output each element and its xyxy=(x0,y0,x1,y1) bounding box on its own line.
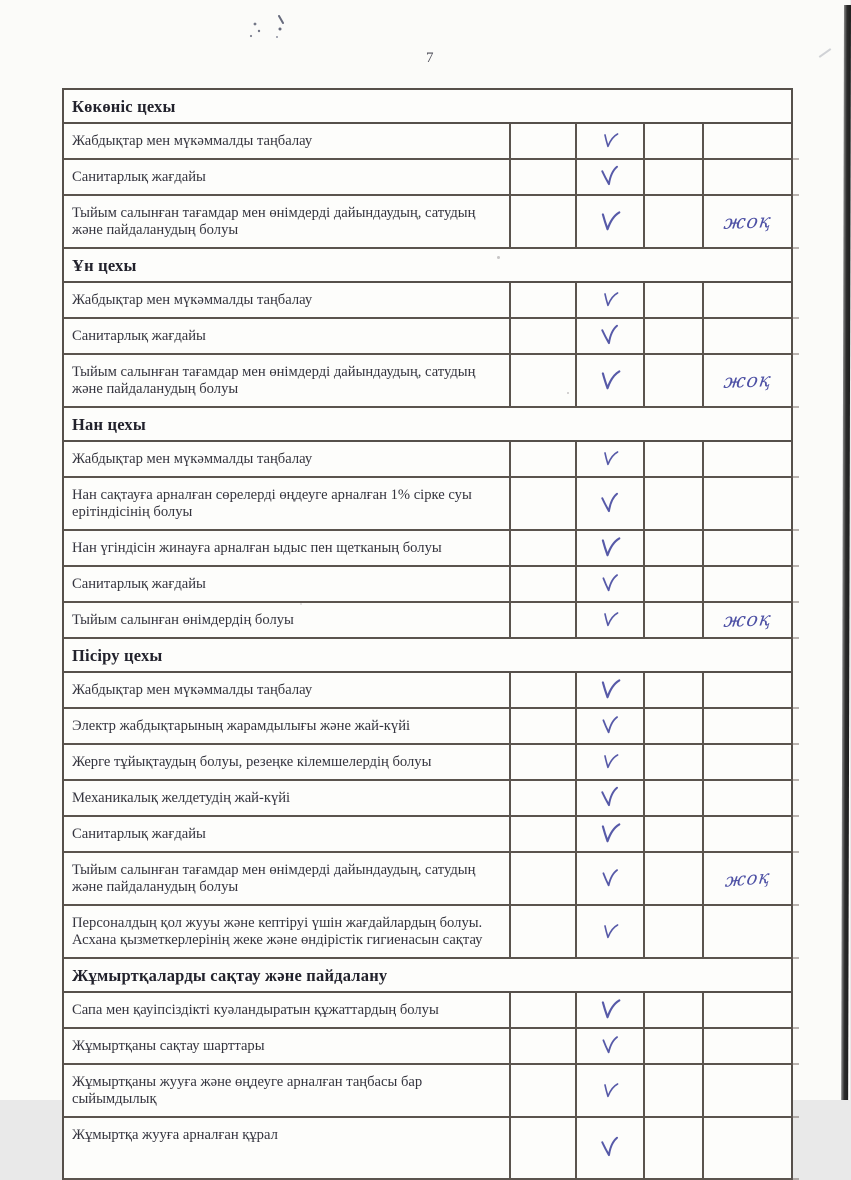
section-title: Ұн цехы xyxy=(72,256,137,275)
checkmark-icon xyxy=(599,867,621,890)
empty-cell xyxy=(509,1118,575,1178)
note-cell xyxy=(702,196,791,247)
criterion-text: Санитарлық жағдайы xyxy=(72,328,206,344)
checkmark-icon xyxy=(597,367,623,394)
checkmark-icon xyxy=(600,130,621,151)
empty-cell xyxy=(509,531,575,565)
note-cell xyxy=(702,781,791,815)
empty-cell xyxy=(509,196,575,247)
checkmark-icon xyxy=(600,751,621,772)
checkmark-icon xyxy=(597,997,623,1024)
checkmark-icon xyxy=(597,490,623,517)
note-cell xyxy=(702,1118,791,1178)
note-cell xyxy=(702,906,791,957)
handwritten-note: жоқ xyxy=(723,865,772,892)
checkmark-icon xyxy=(597,208,623,235)
empty-cell xyxy=(509,709,575,743)
note-cell xyxy=(702,355,791,406)
criterion-row xyxy=(64,196,791,249)
note-cell xyxy=(702,319,791,353)
checkmark-icon xyxy=(600,609,621,630)
check-cell xyxy=(575,478,643,529)
empty-cell xyxy=(643,442,702,476)
criterion-row xyxy=(64,906,791,959)
empty-cell xyxy=(643,603,702,637)
note-cell xyxy=(702,745,791,779)
empty-cell xyxy=(643,1065,702,1116)
criterion-text: Тыйым салынған өнімдердің болуы xyxy=(72,612,294,628)
empty-cell xyxy=(509,745,575,779)
note-cell xyxy=(702,478,791,529)
empty-cell xyxy=(643,1118,702,1178)
check-cell xyxy=(575,781,643,815)
criterion-row xyxy=(64,567,791,603)
check-cell xyxy=(575,567,643,601)
checkmark-icon xyxy=(599,714,621,737)
empty-cell xyxy=(509,478,575,529)
criterion-row xyxy=(64,853,791,906)
criterion-text: Жабдықтар мен мүкәммалды таңбалау xyxy=(72,292,313,308)
empty-cell xyxy=(643,709,702,743)
criterion-row xyxy=(64,781,791,817)
empty-cell xyxy=(509,160,575,194)
check-cell xyxy=(575,745,643,779)
note-cell xyxy=(702,442,791,476)
note-cell xyxy=(702,124,791,158)
checkmark-icon xyxy=(599,572,621,595)
check-cell xyxy=(575,1065,643,1116)
check-cell xyxy=(575,853,643,904)
checkmark-icon xyxy=(600,1080,621,1101)
empty-cell xyxy=(643,283,702,317)
check-cell xyxy=(575,283,643,317)
empty-cell xyxy=(509,993,575,1027)
note-cell xyxy=(702,1029,791,1063)
empty-cell xyxy=(643,531,702,565)
empty-cell xyxy=(509,673,575,707)
section-title: Жұмыртқаларды сақтау және пайдалану xyxy=(72,966,388,985)
empty-cell xyxy=(509,319,575,353)
check-cell xyxy=(575,1118,643,1178)
empty-cell xyxy=(509,603,575,637)
criterion-row xyxy=(64,124,791,160)
section-header xyxy=(64,639,791,673)
checkmark-icon xyxy=(597,677,623,704)
scan-speck xyxy=(497,256,500,259)
check-cell xyxy=(575,603,643,637)
checkmark-icon xyxy=(597,784,623,811)
criterion-text: Жұмыртқа жууға арналған құрал xyxy=(72,1127,278,1143)
checkmark-icon xyxy=(600,448,621,469)
checkmark-icon xyxy=(597,535,623,562)
check-cell xyxy=(575,673,643,707)
handwritten-note: жоқ xyxy=(722,209,773,234)
criterion-text: Санитарлық жағдайы xyxy=(72,576,206,592)
checkmark-icon xyxy=(600,289,621,310)
empty-cell xyxy=(643,478,702,529)
inspection-table xyxy=(62,88,793,1180)
checkmark-icon xyxy=(597,1134,623,1161)
criterion-row xyxy=(64,1118,791,1180)
check-cell xyxy=(575,442,643,476)
empty-cell xyxy=(509,355,575,406)
criterion-text: Нан үгіндісін жинауға арналған ыдыс пен щетканың болуы xyxy=(72,540,442,556)
empty-cell xyxy=(643,319,702,353)
check-cell xyxy=(575,709,643,743)
empty-cell xyxy=(643,355,702,406)
criterion-text: Электр жабдықтарының жарамдылығы және жай-күйі xyxy=(72,718,411,734)
empty-cell xyxy=(509,1065,575,1116)
checkmark-icon xyxy=(599,1034,621,1057)
note-cell xyxy=(702,709,791,743)
empty-cell xyxy=(643,1029,702,1063)
empty-cell xyxy=(643,160,702,194)
criterion-text: Санитарлық жағдайы xyxy=(72,826,206,842)
scan-speck xyxy=(300,603,302,605)
corner-scan-mark xyxy=(819,48,832,58)
empty-cell xyxy=(509,124,575,158)
criterion-row xyxy=(64,319,791,355)
section-title: Пісіру цехы xyxy=(72,646,163,665)
criterion-text: Персоналдың қол жууы және кептіруі үшін жағдайлардың болуы. Асхана қызметкерлерінің жеке және өндірістік гигиенасын сақтау xyxy=(72,915,483,948)
empty-cell xyxy=(643,124,702,158)
criterion-row xyxy=(64,993,791,1029)
note-cell xyxy=(702,160,791,194)
section-title: Көкөніс цехы xyxy=(72,97,176,116)
criterion-row xyxy=(64,1065,791,1118)
empty-cell xyxy=(509,442,575,476)
empty-cell xyxy=(643,673,702,707)
section-header xyxy=(64,408,791,442)
criterion-text: Механикалық желдетудің жай-күйі xyxy=(72,790,291,806)
note-cell xyxy=(702,531,791,565)
criterion-text: Санитарлық жағдайы xyxy=(72,169,206,185)
section-title: Нан цехы xyxy=(72,415,146,434)
criterion-text: Тыйым салынған тағамдар мен өнімдерді дайындаудың, сатудың және пайдаланудың болуы xyxy=(72,364,476,397)
check-cell xyxy=(575,817,643,851)
check-cell xyxy=(575,531,643,565)
note-cell xyxy=(702,1065,791,1116)
scan-speck xyxy=(567,392,569,394)
note-cell xyxy=(702,673,791,707)
handwritten-note: жоқ xyxy=(722,608,773,632)
criterion-row xyxy=(64,478,791,531)
empty-cell xyxy=(643,906,702,957)
note-cell xyxy=(702,603,791,637)
empty-cell xyxy=(509,853,575,904)
criterion-row xyxy=(64,355,791,408)
empty-cell xyxy=(643,853,702,904)
empty-cell xyxy=(643,993,702,1027)
checkmark-icon xyxy=(600,921,621,942)
criterion-row xyxy=(64,709,791,745)
criterion-row xyxy=(64,160,791,196)
scan-edge-artifact xyxy=(841,5,851,1100)
criterion-text: Жұмыртқаны сақтау шарттары xyxy=(72,1038,265,1054)
criterion-row xyxy=(64,745,791,781)
section-header xyxy=(64,959,791,993)
empty-cell xyxy=(509,781,575,815)
handwritten-note: жоқ xyxy=(722,368,773,393)
criterion-row xyxy=(64,442,791,478)
check-cell xyxy=(575,993,643,1027)
criterion-text: Жабдықтар мен мүкәммалды таңбалау xyxy=(72,451,313,467)
criterion-row xyxy=(64,673,791,709)
page-number: 7 xyxy=(426,50,434,66)
criterion-text: Жабдықтар мен мүкәммалды таңбалау xyxy=(72,133,313,149)
criterion-row xyxy=(64,283,791,319)
note-cell xyxy=(702,853,791,904)
empty-cell xyxy=(509,283,575,317)
note-cell xyxy=(702,993,791,1027)
empty-cell xyxy=(509,817,575,851)
note-cell xyxy=(702,567,791,601)
check-cell xyxy=(575,160,643,194)
empty-cell xyxy=(643,781,702,815)
empty-cell xyxy=(509,906,575,957)
check-cell xyxy=(575,124,643,158)
criterion-text: Тыйым салынған тағамдар мен өнімдерді дайындаудың, сатудың және пайдаланудың болуы xyxy=(72,205,476,238)
empty-cell xyxy=(643,817,702,851)
section-header xyxy=(64,249,791,283)
criterion-text: Нан сақтауға арналған сөрелерді өңдеуге арналған 1% сірке суы ерітіндісінің болуы xyxy=(72,487,472,520)
empty-cell xyxy=(509,1029,575,1063)
checkmark-icon xyxy=(597,821,623,848)
section-header xyxy=(64,90,791,124)
criterion-row xyxy=(64,603,791,639)
criterion-row xyxy=(64,1029,791,1065)
note-cell xyxy=(702,283,791,317)
check-cell xyxy=(575,196,643,247)
note-cell xyxy=(702,817,791,851)
check-cell xyxy=(575,319,643,353)
empty-cell xyxy=(643,567,702,601)
criterion-text: Жерге тұйықтаудың болуы, резеңке кілемшелердің болуы xyxy=(72,754,432,770)
empty-cell xyxy=(643,196,702,247)
check-cell xyxy=(575,355,643,406)
check-cell xyxy=(575,1029,643,1063)
checkmark-icon xyxy=(597,322,623,349)
criterion-text: Тыйым салынған тағамдар мен өнімдерді дайындаудың, сатудың және пайдаланудың болуы xyxy=(72,862,476,895)
check-cell xyxy=(575,906,643,957)
empty-cell xyxy=(509,567,575,601)
empty-cell xyxy=(643,745,702,779)
checkmark-icon xyxy=(597,163,623,190)
criterion-row xyxy=(64,817,791,853)
pencil-marks xyxy=(246,10,296,50)
criterion-text: Сапа мен қауіпсіздікті куәландыратын құжаттардың болуы xyxy=(72,1002,439,1018)
criterion-text: Жұмыртқаны жууға және өңдеуге арналған таңбасы бар сыйымдылық xyxy=(72,1074,423,1107)
criterion-row xyxy=(64,531,791,567)
criterion-text: Жабдықтар мен мүкәммалды таңбалау xyxy=(72,682,313,698)
